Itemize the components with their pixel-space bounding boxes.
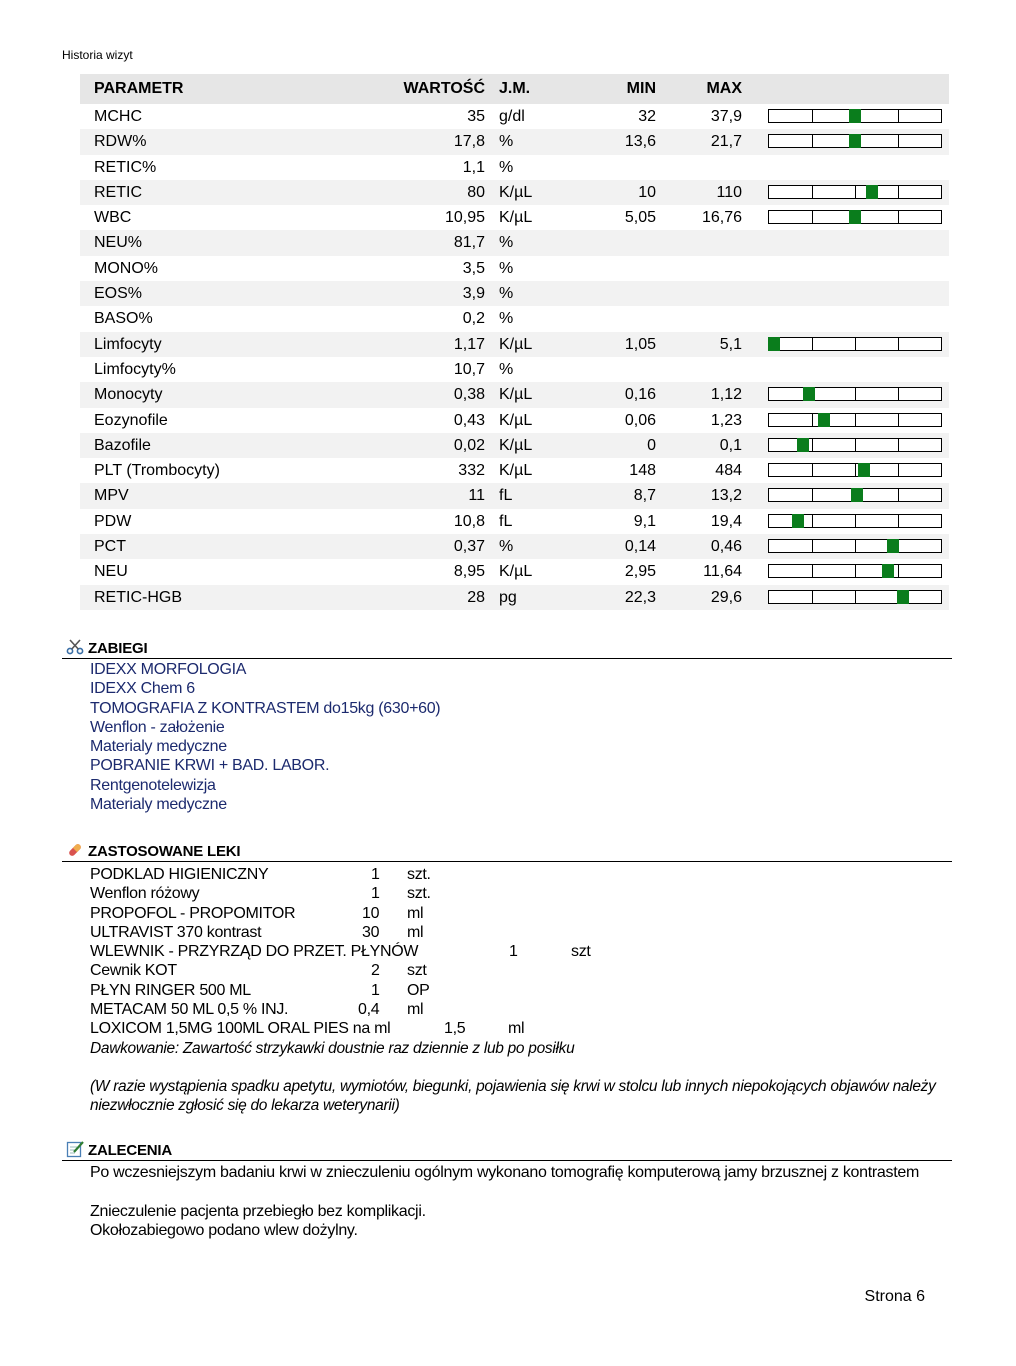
table-row	[80, 559, 949, 584]
cell-param: NEU	[94, 563, 128, 581]
drug-quantity: 1	[371, 981, 380, 999]
table-row	[80, 180, 949, 205]
cell-value: 0,37	[453, 538, 485, 556]
page-number: Strona 6	[864, 1288, 925, 1305]
range-bar-tick	[812, 515, 813, 527]
cell-unit: g/dl	[499, 108, 525, 125]
cell-min: 22,3	[624, 588, 656, 606]
drug-quantity: 1	[371, 866, 380, 883]
range-bar-marker	[897, 590, 909, 604]
range-bar-tick	[855, 565, 856, 577]
drug-row	[90, 865, 952, 884]
range-bar-marker	[849, 109, 861, 123]
table-row	[80, 306, 949, 331]
table-row	[80, 256, 949, 281]
range-bar-tick	[812, 464, 813, 476]
drug-name: METACAM 50 ML 0,5 % INJ.	[90, 1001, 289, 1019]
drug-name: Wenflon różowy	[90, 885, 200, 903]
cell-unit: K/µL	[499, 183, 533, 201]
section-header	[62, 1138, 952, 1161]
col-header-param: PARAMETR	[94, 80, 184, 97]
cell-unit: %	[499, 360, 514, 378]
table-row	[80, 104, 949, 129]
procedure-item: IDEXX MORFOLOGIA	[90, 661, 247, 678]
range-bar-tick	[898, 186, 899, 198]
cell-min: 0,06	[624, 411, 656, 429]
cell-value: 0,43	[453, 411, 485, 429]
cell-value: 17,8	[453, 133, 485, 151]
drug-name: Cewnik KOT	[90, 962, 177, 980]
cell-param: Limfocyty	[94, 335, 162, 353]
cell-max: 13,2	[710, 487, 742, 505]
cell-min: 1,05	[624, 335, 656, 353]
range-bar-tick	[898, 338, 899, 350]
cell-max: 16,76	[701, 209, 742, 227]
drug-quantity: 2	[371, 962, 380, 980]
cell-param: Monocyty	[94, 386, 163, 404]
range-bar-tick	[855, 591, 856, 603]
cell-value: 3,9	[462, 285, 485, 303]
table-row	[80, 281, 949, 306]
scissors-icon	[66, 638, 84, 656]
range-bar-tick	[898, 414, 899, 426]
range-bar-tick	[855, 186, 856, 198]
table-row	[80, 155, 949, 180]
procedure-item: TOMOGRAFIA Z KONTRASTEM do15kg (630+60)	[90, 699, 441, 717]
range-bar-tick	[855, 540, 856, 552]
recommendations-text	[90, 1161, 930, 1240]
recommendation-paragraph: Znieczulenie pacjenta przebiegło bez komplikacji.	[90, 1202, 426, 1220]
drug-name: ULTRAVIST 370 kontrast	[90, 923, 262, 941]
cell-param: RDW%	[94, 133, 147, 151]
range-bar-tick	[855, 338, 856, 350]
cell-param: EOS%	[94, 285, 143, 303]
dosing-instructions: Dawkowanie: Zawartość strzykawki doustnie raz dziennie z lub po posiłku	[90, 1039, 575, 1057]
range-bar-marker	[851, 488, 863, 502]
drug-quantity: 10	[362, 904, 380, 922]
range-bar	[768, 134, 942, 148]
drug-quantity: 1,5	[444, 1020, 466, 1038]
cell-min: 5,05	[624, 209, 656, 227]
cell-min: 148	[629, 462, 656, 480]
cell-min: 9,1	[633, 512, 656, 530]
cell-value: 1,17	[453, 335, 485, 353]
table-row	[80, 230, 949, 255]
cell-value: 28	[467, 588, 485, 606]
table-row	[80, 382, 949, 407]
range-bar-tick	[855, 515, 856, 527]
cell-max: 19,4	[710, 512, 742, 530]
range-bar-tick	[812, 211, 813, 223]
cell-param: Bazofile	[94, 436, 151, 454]
cell-max: 0,46	[710, 538, 742, 556]
range-bar-tick	[898, 211, 899, 223]
range-bar	[768, 463, 942, 477]
drug-row	[90, 923, 952, 942]
cell-value: 0,38	[453, 386, 485, 404]
range-bar	[768, 337, 942, 351]
range-bar	[768, 185, 942, 199]
drug-unit: szt.	[407, 885, 431, 903]
range-bar-tick	[812, 186, 813, 198]
range-bar	[768, 413, 942, 427]
cell-min: 0,14	[624, 538, 656, 556]
section-header	[62, 636, 952, 659]
range-bar	[768, 438, 942, 452]
cell-unit: %	[499, 158, 514, 176]
cell-value: 0,2	[462, 310, 485, 328]
section-title: ZALECENIA	[88, 1142, 173, 1159]
range-bar-marker	[797, 438, 809, 452]
range-bar-marker	[849, 134, 861, 148]
drugs-list	[90, 862, 952, 1039]
procedure-item: Rentgenotelewizja	[90, 776, 216, 794]
range-bar	[768, 488, 942, 502]
table-body	[80, 104, 949, 610]
table-row	[80, 433, 949, 458]
drug-quantity: 1	[371, 885, 380, 903]
range-bar	[768, 387, 942, 401]
cell-max: 484	[715, 462, 742, 480]
cell-min: 10	[638, 183, 656, 201]
range-bar-tick	[812, 591, 813, 603]
cell-max: 1,12	[710, 386, 742, 404]
pill-icon	[66, 841, 84, 859]
range-bar-tick	[812, 110, 813, 122]
range-bar-tick	[812, 338, 813, 350]
drug-name: LOXICOM 1,5MG 100ML ORAL PIES na ml	[90, 1020, 391, 1038]
cell-unit: K/µL	[499, 462, 533, 480]
table-row	[80, 332, 949, 357]
notepad-pencil-icon	[66, 1140, 84, 1158]
drug-name: PŁYN RINGER 500 ML	[90, 981, 251, 999]
cell-unit: pg	[499, 588, 517, 606]
drug-row	[90, 961, 952, 980]
cell-param: PLT (Trombocyty)	[94, 462, 220, 480]
range-bar-marker	[887, 539, 899, 553]
range-bar-marker	[882, 564, 894, 578]
col-header-unit: J.M.	[499, 80, 531, 97]
cell-min: 0,16	[624, 386, 656, 404]
range-bar-marker	[858, 463, 870, 477]
section-title: ZABIEGI	[88, 640, 148, 657]
range-bar	[768, 514, 942, 528]
drug-name: PODKLAD HIGIENICZNY	[90, 866, 269, 883]
cell-value: 332	[458, 462, 485, 480]
cell-unit: %	[499, 133, 514, 151]
range-bar-marker	[818, 413, 830, 427]
procedure-item: Materialy medyczne	[90, 796, 227, 814]
table-header	[80, 74, 949, 104]
recommendations-section	[62, 1138, 952, 1240]
procedure-item: Wenflon - założenie	[90, 718, 225, 736]
cell-max: 5,1	[719, 335, 742, 353]
range-bar	[768, 109, 942, 123]
cell-unit: K/µL	[499, 563, 533, 581]
drug-row	[90, 884, 952, 903]
range-bar-tick	[812, 414, 813, 426]
cell-unit: %	[499, 310, 514, 328]
lab-results-table	[80, 74, 949, 610]
cell-param: PCT	[94, 538, 126, 556]
range-bar	[768, 590, 942, 604]
cell-unit: fL	[499, 512, 513, 530]
drug-row	[90, 981, 952, 1000]
cell-value: 8,95	[453, 563, 485, 581]
cell-value: 3,5	[462, 259, 485, 277]
procedure-item: IDEXX Chem 6	[90, 680, 195, 698]
cell-max: 1,23	[710, 411, 742, 429]
range-bar-tick	[898, 464, 899, 476]
range-bar-tick	[898, 489, 899, 501]
cell-max: 29,6	[710, 588, 742, 606]
range-bar-tick	[898, 135, 899, 147]
drug-unit: ml	[407, 904, 424, 922]
cell-value: 10,95	[444, 209, 485, 227]
cell-param: MCHC	[94, 108, 142, 125]
cell-param: RETIC-HGB	[94, 588, 182, 606]
cell-value: 80	[467, 183, 485, 201]
range-bar-marker	[866, 185, 878, 199]
cell-unit: K/µL	[499, 386, 533, 404]
drugs-section	[62, 839, 952, 1115]
drug-unit: szt.	[407, 866, 431, 883]
procedure-item: POBRANIE KRWI + BAD. LABOR.	[90, 757, 330, 775]
range-bar-marker	[803, 387, 815, 401]
cell-param: Limfocyty%	[94, 360, 176, 378]
drug-unit: szt	[407, 962, 427, 980]
table-row	[80, 408, 949, 433]
range-bar-tick	[855, 464, 856, 476]
cell-param: WBC	[94, 209, 132, 227]
section-header	[62, 839, 952, 862]
cell-max: 110	[716, 183, 742, 201]
range-bar-tick	[855, 388, 856, 400]
table-row	[80, 205, 949, 230]
page-header-title: Historia wizyt	[62, 48, 133, 62]
procedure-item: Materialy medyczne	[90, 738, 227, 756]
cell-unit: %	[499, 259, 514, 277]
range-bar-tick	[812, 439, 813, 451]
cell-unit: fL	[499, 487, 513, 505]
drug-unit: ml	[407, 1001, 424, 1019]
cell-min: 0	[647, 436, 656, 454]
cell-param: PDW	[94, 512, 132, 530]
recommendation-paragraph: Okołozabiegowo podano wlew dożylny.	[90, 1221, 358, 1239]
cell-unit: K/µL	[499, 436, 533, 454]
cell-unit: K/µL	[499, 411, 533, 429]
procedures-section	[62, 636, 952, 814]
drug-name: WLEWNIK - PRZYRZĄD DO PRZET. PŁYNÓW	[90, 943, 419, 961]
range-bar-tick	[855, 439, 856, 451]
table-row	[80, 534, 949, 559]
cell-value: 35	[467, 108, 485, 125]
drug-row	[90, 942, 952, 961]
table-row	[80, 357, 949, 382]
drug-row	[90, 904, 952, 923]
col-header-min: MIN	[626, 80, 656, 97]
cell-max: 0,1	[719, 436, 742, 454]
drug-unit: ml	[407, 923, 424, 941]
cell-value: 10,7	[453, 360, 485, 378]
range-bar-tick	[812, 135, 813, 147]
cell-value: 0,02	[453, 436, 485, 454]
drug-quantity: 1	[509, 943, 518, 961]
cell-param: NEU%	[94, 234, 143, 252]
drug-unit: OP	[407, 981, 430, 999]
range-bar-tick	[898, 439, 899, 451]
cell-param: RETIC%	[94, 158, 157, 176]
procedures-list	[90, 659, 952, 814]
table-row	[80, 483, 949, 508]
range-bar	[768, 210, 942, 224]
cell-value: 11	[468, 487, 485, 505]
range-bar-tick	[898, 110, 899, 122]
cell-unit: K/µL	[499, 209, 533, 227]
cell-param: RETIC	[94, 183, 142, 201]
cell-param: BASO%	[94, 310, 153, 328]
table-row	[80, 458, 949, 483]
range-bar	[768, 539, 942, 553]
range-bar-marker	[849, 210, 861, 224]
range-bar-tick	[855, 414, 856, 426]
cell-max: 21,7	[710, 133, 742, 151]
cell-unit: %	[499, 285, 514, 303]
drug-name: PROPOFOL - PROPOMITOR	[90, 904, 296, 922]
cell-unit: %	[499, 538, 514, 556]
range-bar-marker	[792, 514, 804, 528]
cell-min: 13,6	[624, 133, 656, 151]
cell-param: MONO%	[94, 259, 158, 277]
range-bar-marker	[768, 337, 780, 351]
drug-row	[90, 1000, 952, 1019]
range-bar-tick	[812, 540, 813, 552]
range-bar-tick	[898, 388, 899, 400]
cell-unit: %	[499, 234, 514, 252]
range-bar-tick	[898, 515, 899, 527]
table-row	[80, 509, 949, 534]
range-bar-tick	[812, 565, 813, 577]
cell-param: Eozynofile	[94, 411, 168, 429]
drug-quantity: 0,4	[358, 1001, 380, 1019]
section-title: ZASTOSOWANE LEKI	[88, 843, 241, 860]
range-bar-tick	[812, 489, 813, 501]
table-row	[80, 585, 949, 610]
table-row	[80, 129, 949, 154]
drug-row	[90, 1019, 952, 1038]
drug-unit: ml	[508, 1020, 525, 1038]
range-bar-tick	[898, 565, 899, 577]
cell-max: 11,64	[703, 563, 742, 581]
drug-quantity: 30	[362, 923, 380, 941]
warning-note: (W razie wystąpienia spadku apetytu, wymiotów, biegunki, pojawienia się krwi w stolcu lub innych niepokojących objawów należy niezwłocznie zgłosić się do lekarza weterynarii)	[90, 1077, 936, 1114]
cell-unit: K/µL	[499, 335, 533, 353]
drug-unit: szt	[571, 943, 591, 961]
col-header-value: WARTOŚĆ	[403, 80, 485, 97]
cell-value: 10,8	[453, 512, 485, 530]
range-bar	[768, 564, 942, 578]
cell-value: 1,1	[462, 158, 485, 176]
recommendation-paragraph: Po wczesniejszym badaniu krwi w znieczuleniu ogólnym wykonano tomografię komputerową jamy brzusznej z kontrastem	[90, 1164, 920, 1181]
cell-value: 81,7	[453, 234, 485, 252]
cell-min: 2,95	[624, 563, 656, 581]
cell-param: MPV	[94, 487, 129, 505]
cell-max: 37,9	[710, 108, 742, 125]
col-header-max: MAX	[706, 80, 742, 97]
cell-min: 32	[638, 108, 656, 125]
cell-min: 8,7	[633, 487, 656, 505]
